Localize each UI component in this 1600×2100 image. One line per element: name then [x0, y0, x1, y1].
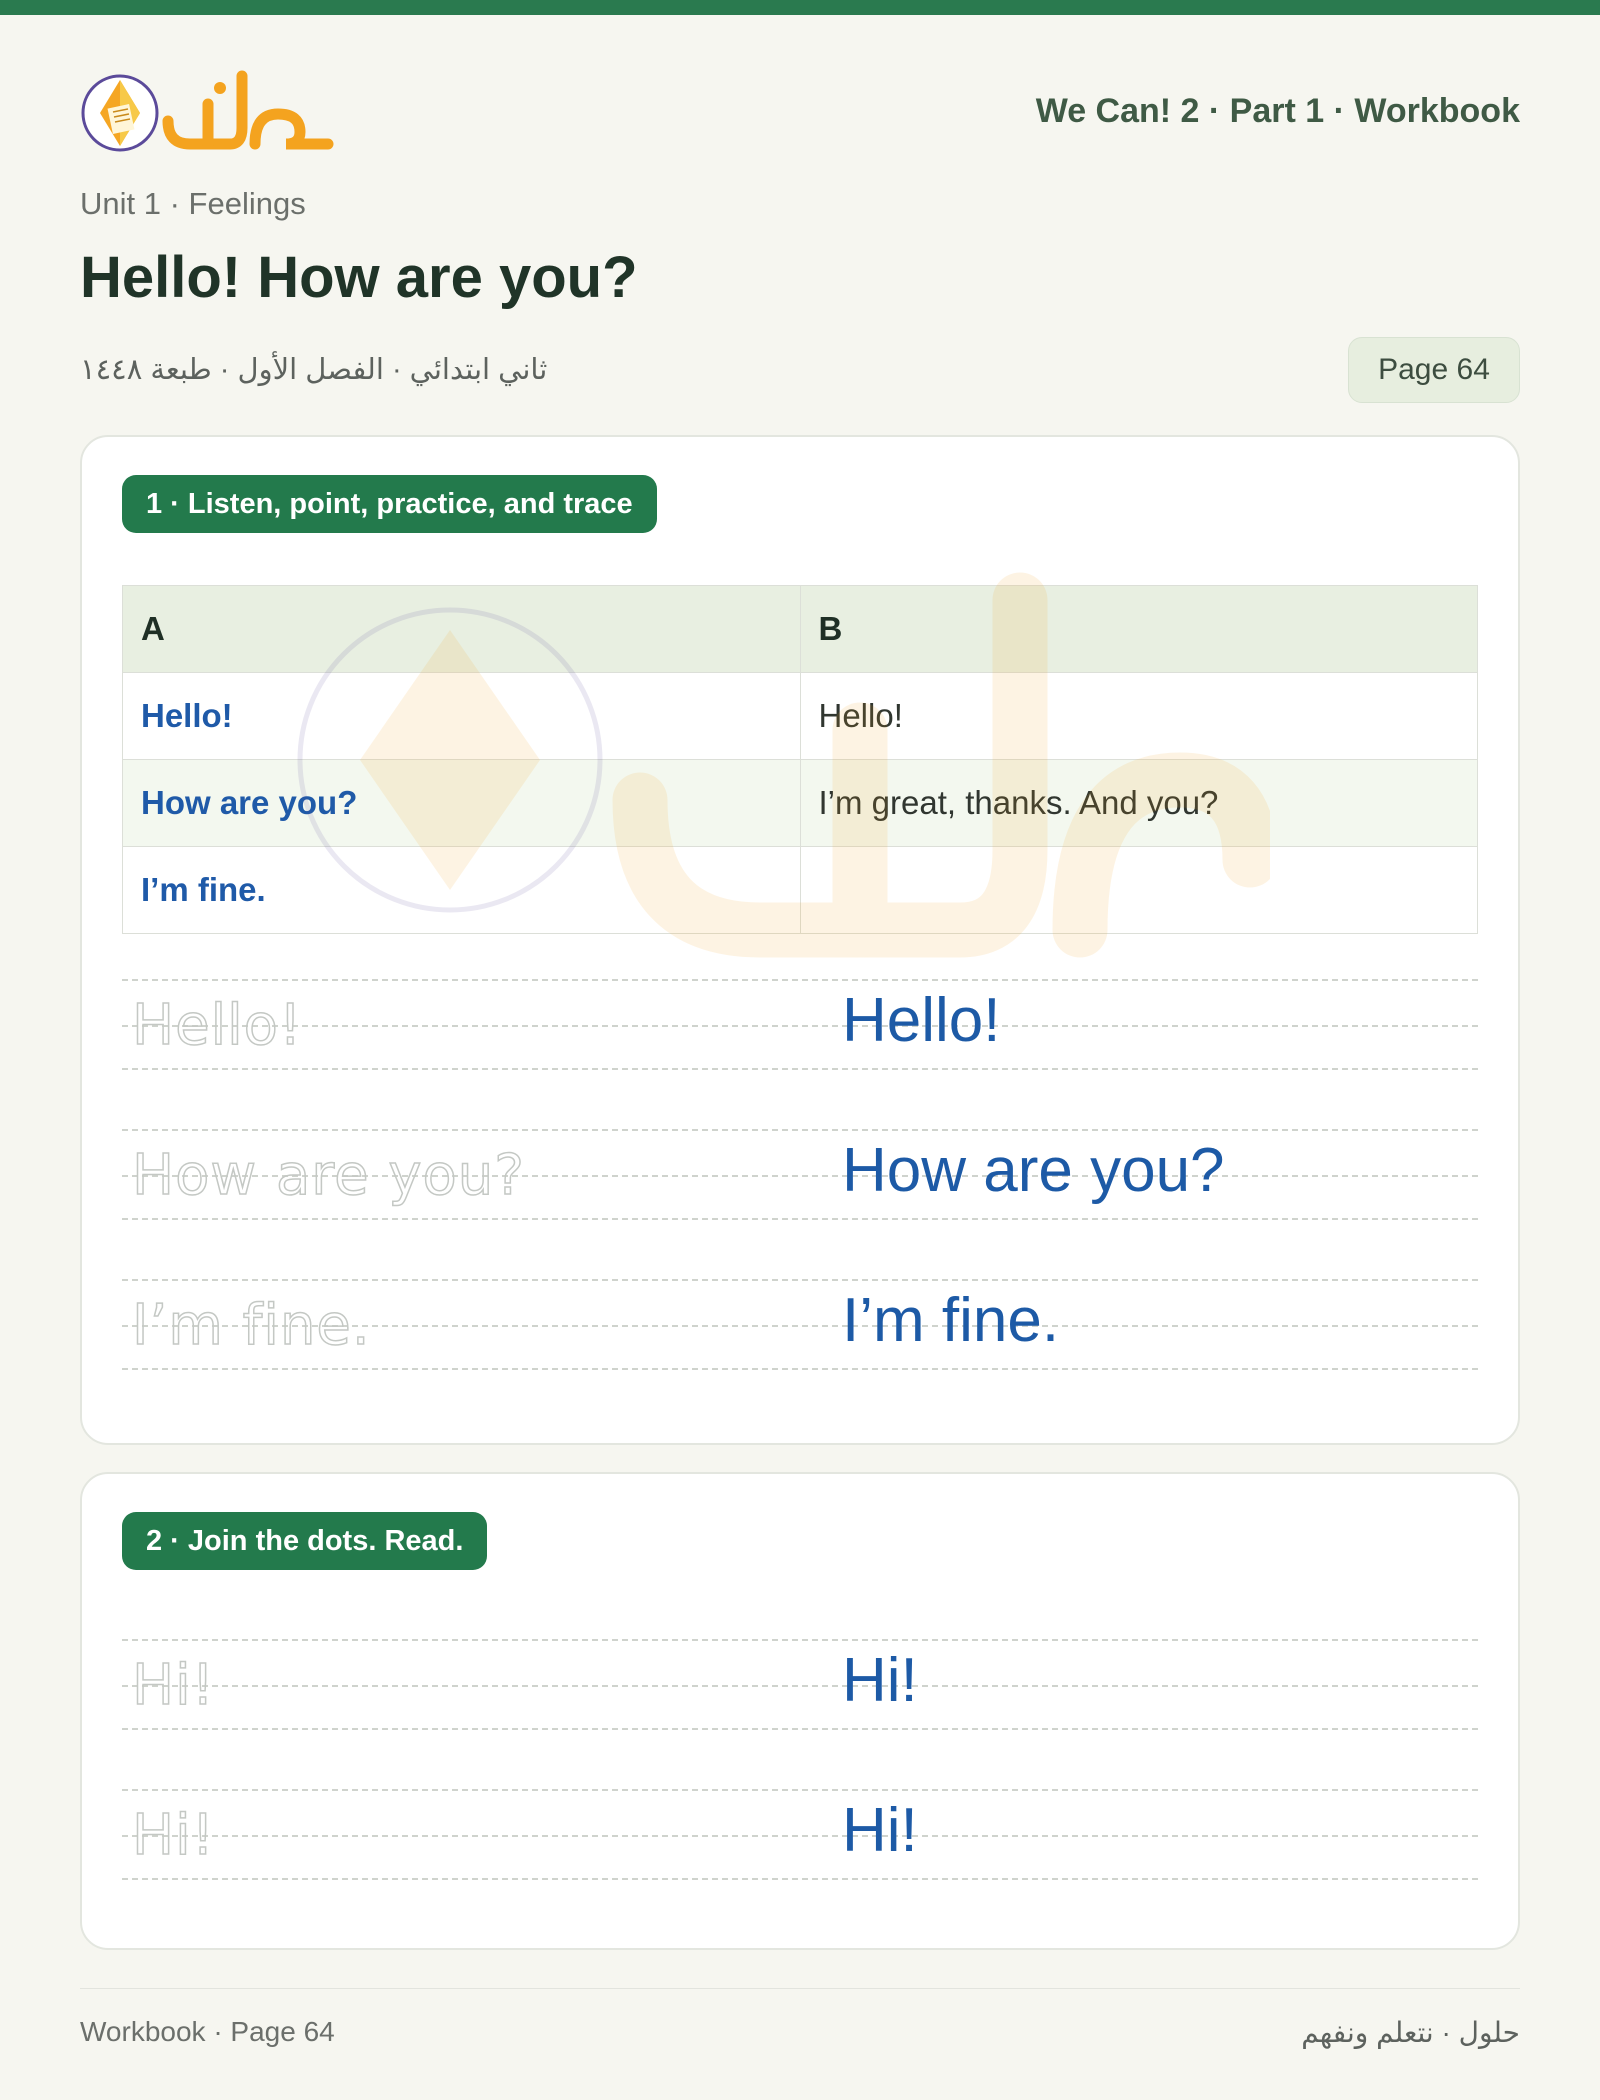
trace-line	[122, 1279, 1478, 1371]
exercise-1-heading: 1 · Listen, point, practice, and trace	[122, 475, 657, 533]
top-accent-bar	[0, 0, 1600, 15]
grade-subtitle: ثاني ابتدائي · الفصل الأول · طبعة ١٤٤٨	[80, 354, 548, 386]
table-cell-b: Hello!	[800, 673, 1478, 760]
page-header	[80, 66, 1520, 166]
table-header-row	[123, 586, 1478, 673]
trace-text: Hello!	[132, 993, 303, 1058]
unit-label: Unit 1 · Feelings	[80, 186, 306, 221]
dialogue-table	[122, 585, 1478, 934]
trace-text: Hi!	[132, 1803, 216, 1868]
series-title: We Can! 2 · Part 1 · Workbook	[1035, 92, 1520, 130]
column-header-a: A	[123, 586, 801, 673]
trace-text: I’m fine.	[132, 1293, 371, 1358]
model-text: Hi!	[842, 1646, 918, 1715]
footer-brand-tagline: حلول · نتعلم ونفهم	[1301, 2017, 1520, 2048]
table-row	[123, 760, 1478, 847]
trace-text: Hi!	[132, 1653, 216, 1718]
column-header-b: B	[800, 586, 1478, 673]
exercise-card-1	[80, 435, 1520, 1445]
table-cell-a: How are you?	[123, 760, 801, 847]
model-text: How are you?	[842, 1136, 1225, 1205]
page-number-badge: Page 64	[1348, 337, 1520, 403]
trace-line	[122, 1129, 1478, 1221]
hulul-logo	[80, 66, 340, 161]
model-text: I’m fine.	[842, 1286, 1060, 1355]
trace-text: How are you?	[132, 1143, 525, 1208]
footer-page-label: Workbook · Page 64	[80, 2016, 335, 2047]
model-text: Hello!	[842, 986, 1001, 1055]
table-cell-b: I’m great, thanks. And you?	[800, 760, 1478, 847]
table-cell-b	[800, 847, 1478, 934]
page-title: Hello! How are you?	[80, 245, 638, 310]
footer-divider	[80, 1988, 1520, 1989]
trace-line	[122, 1639, 1478, 1731]
table-row	[123, 673, 1478, 760]
table-cell-a: I’m fine.	[123, 847, 801, 934]
table-row	[123, 847, 1478, 934]
table-cell-a: Hello!	[123, 673, 801, 760]
trace-line	[122, 1789, 1478, 1881]
exercise-2-heading: 2 · Join the dots. Read.	[122, 1512, 487, 1570]
trace-line	[122, 979, 1478, 1071]
exercise-card-2	[80, 1472, 1520, 1950]
model-text: Hi!	[842, 1796, 918, 1865]
